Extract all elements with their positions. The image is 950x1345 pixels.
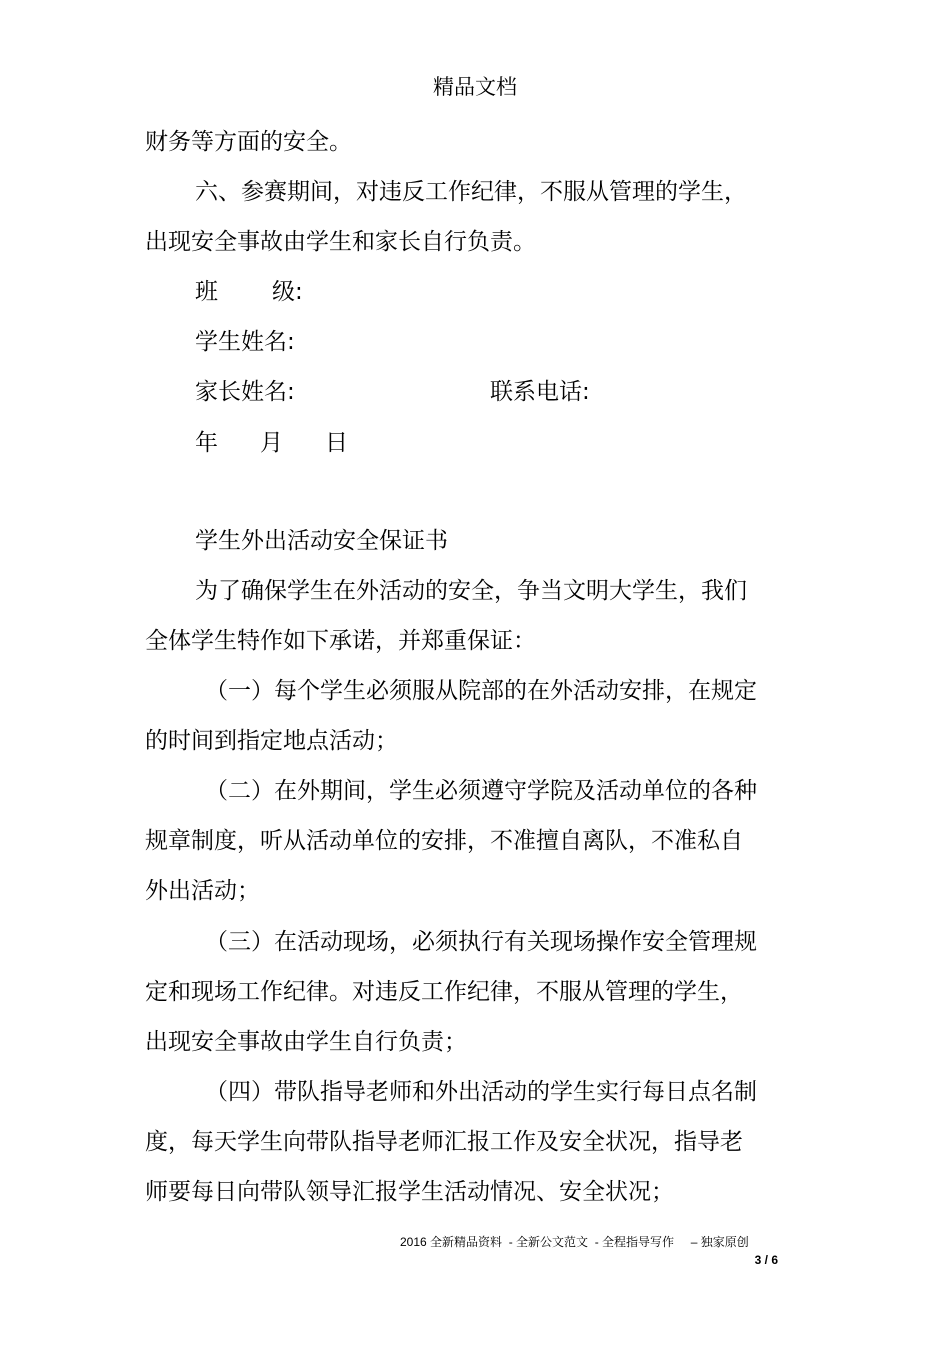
page-footer-text: 2016 全新精品资料 - 全新公文范文 - 全程指导写作 – 独家原创 (400, 1235, 749, 1249)
body-line: 全体学生特作如下承诺，并郑重保证： (145, 628, 536, 654)
body-line: 定和现场工作纪律。对违反工作纪律，不服从管理的学生， (145, 979, 743, 1005)
day-label: 日 (325, 430, 348, 456)
student-name-label: 学生姓名: (195, 329, 295, 355)
class-label-part2: 级: (272, 279, 303, 305)
body-line: 外出活动； (145, 878, 260, 904)
page-header-title: 精品文档 (433, 75, 517, 99)
body-line: 出现安全事故由学生自行负责； (145, 1029, 467, 1055)
year-label: 年 (195, 430, 218, 456)
body-line: 六、参赛期间，对违反工作纪律，不服从管理的学生， (195, 179, 747, 205)
month-label: 月 (260, 430, 283, 456)
body-line: 财务等方面的安全。 (145, 129, 352, 155)
body-line: 师要每日向带队领导汇报学生活动情况、安全状况； (145, 1179, 674, 1205)
body-line: 度，每天学生向带队指导老师汇报工作及安全状况，指导老 (145, 1129, 743, 1155)
body-line: 出现安全事故由学生和家长自行负责。 (145, 229, 536, 255)
body-line: （四）带队指导老师和外出活动的学生实行每日点名制 (205, 1079, 757, 1105)
body-line: 的时间到指定地点活动； (145, 728, 398, 754)
body-line: 规章制度，听从活动单位的安排，不准擅自离队，不准私自 (145, 828, 743, 854)
class-label-part1: 班 (195, 279, 218, 305)
parent-name-label: 家长姓名: (195, 379, 295, 405)
body-line: （二）在外期间，学生必须遵守学院及活动单位的各种 (205, 778, 757, 804)
page-number: 3 / 6 (754, 1253, 778, 1267)
body-line: 为了确保学生在外活动的安全，争当文明大学生，我们 (195, 578, 747, 604)
body-line: （一）每个学生必须服从院部的在外活动安排，在规定 (205, 678, 757, 704)
section-title: 学生外出活动安全保证书 (195, 528, 448, 554)
body-line: （三）在活动现场，必须执行有关现场操作安全管理规 (205, 929, 757, 955)
phone-label: 联系电话: (490, 379, 590, 405)
